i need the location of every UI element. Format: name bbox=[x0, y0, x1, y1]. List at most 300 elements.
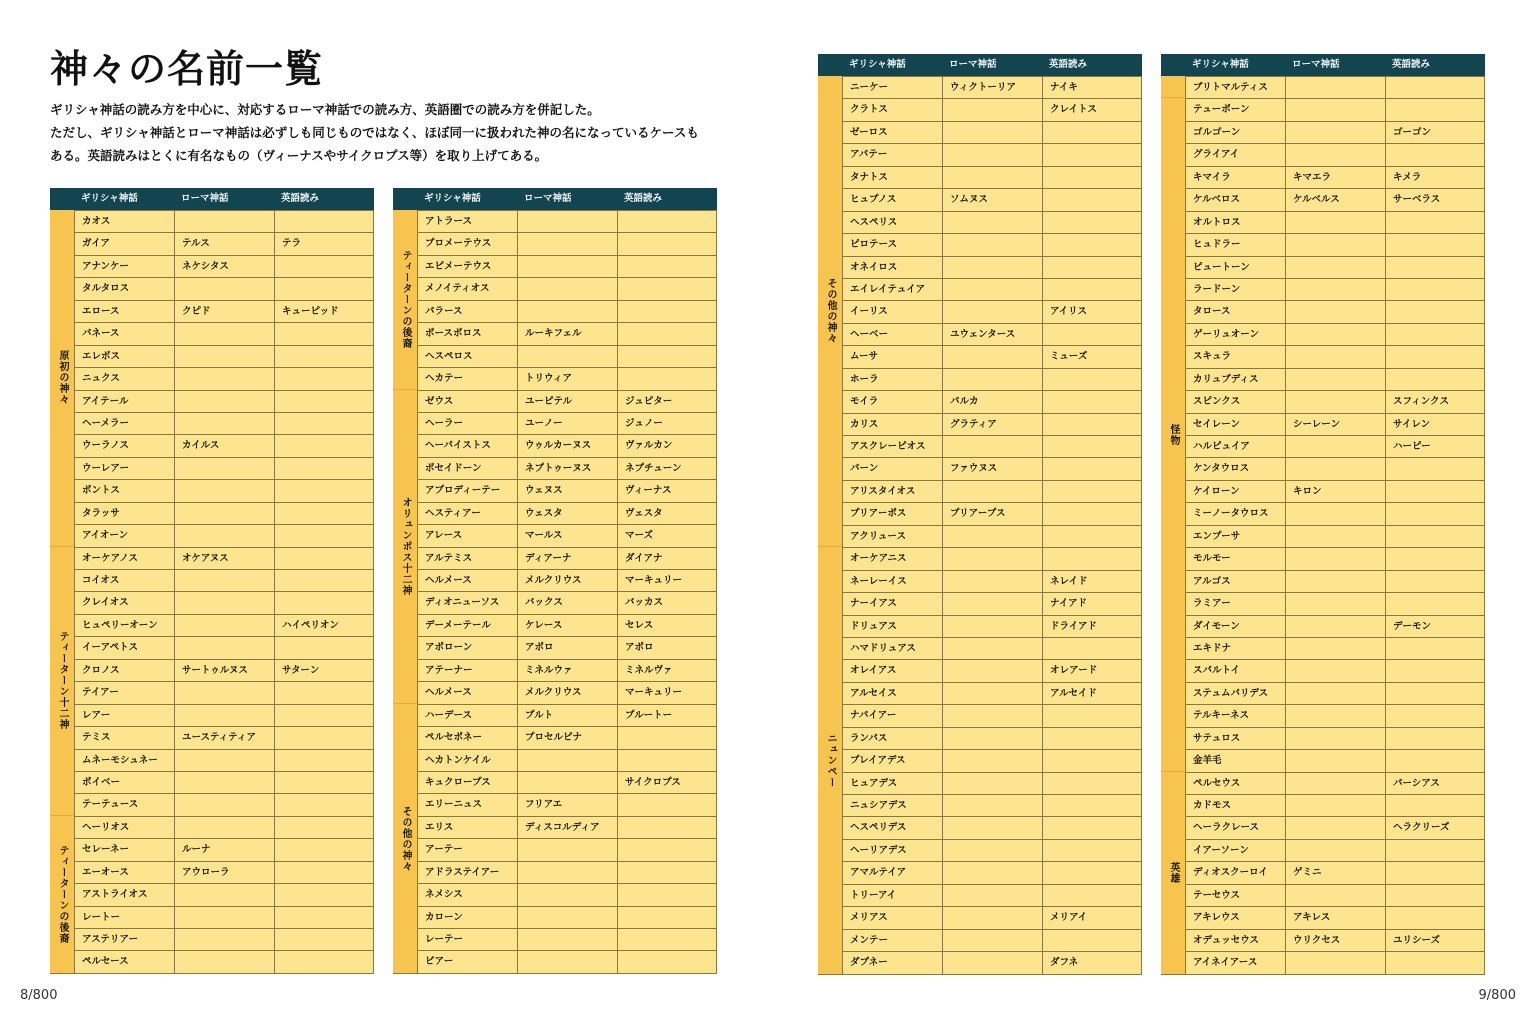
roman-name-cell: ウィクトーリア bbox=[942, 76, 1042, 98]
greek-name-cell: ヘスペリデス bbox=[842, 816, 942, 838]
table-row bbox=[417, 345, 717, 367]
greek-name-cell: ブリトマルティス bbox=[1185, 76, 1285, 98]
table-row bbox=[842, 502, 1142, 524]
english-name-cell bbox=[1385, 98, 1485, 120]
table-row bbox=[74, 390, 374, 412]
column-header: ローマ神話 bbox=[949, 59, 997, 70]
greek-name-cell: アレース bbox=[417, 524, 517, 546]
roman-name-cell bbox=[1285, 547, 1385, 569]
english-name-cell bbox=[1385, 211, 1485, 233]
header-corner bbox=[1161, 54, 1185, 76]
greek-name-cell: ゼウス bbox=[417, 390, 517, 412]
greek-name-cell: ニュクス bbox=[74, 367, 174, 389]
greek-name-cell: ポイベー bbox=[74, 771, 174, 793]
greek-name-cell: カリス bbox=[842, 413, 942, 435]
roman-name-cell bbox=[942, 278, 1042, 300]
greek-name-cell: アキレウス bbox=[1185, 906, 1285, 928]
roman-name-cell bbox=[1285, 637, 1385, 659]
greek-name-cell: パラース bbox=[417, 300, 517, 322]
english-name-cell bbox=[1385, 659, 1485, 681]
greek-name-cell: ヒュペリーオーン bbox=[74, 614, 174, 636]
greek-name-cell: エリーニュス bbox=[417, 793, 517, 815]
english-name-cell: キューピッド bbox=[274, 300, 374, 322]
english-name-cell bbox=[1385, 749, 1485, 771]
roman-name-cell bbox=[942, 435, 1042, 457]
roman-name-cell bbox=[942, 211, 1042, 233]
table-row bbox=[417, 726, 717, 748]
greek-name-cell: ダイモーン bbox=[1185, 615, 1285, 637]
english-name-cell: ミューズ bbox=[1042, 345, 1142, 367]
roman-name-cell: ユーピテル bbox=[517, 390, 617, 412]
table-row bbox=[842, 211, 1142, 233]
table-row bbox=[1185, 772, 1485, 794]
greek-name-cell: ドリュアス bbox=[842, 615, 942, 637]
roman-name-cell bbox=[174, 367, 274, 389]
greek-name-cell: タロース bbox=[1185, 300, 1285, 322]
table-row bbox=[842, 480, 1142, 502]
english-name-cell bbox=[1042, 861, 1142, 883]
table-row bbox=[417, 479, 717, 501]
greek-name-cell: キマイラ bbox=[1185, 166, 1285, 188]
table-row bbox=[842, 682, 1142, 704]
greek-name-cell: ダプネー bbox=[842, 951, 942, 973]
table-row bbox=[417, 681, 717, 703]
roman-name-cell bbox=[517, 950, 617, 972]
table-row bbox=[417, 524, 717, 546]
roman-name-cell bbox=[517, 771, 617, 793]
table-row bbox=[74, 434, 374, 456]
group-label: オリュンポス十二神 bbox=[400, 496, 411, 596]
roman-name-cell bbox=[942, 839, 1042, 861]
english-name-cell: ヴィーナス bbox=[617, 479, 717, 501]
roman-name-cell: メルクリウス bbox=[517, 681, 617, 703]
column-header: ローマ神話 bbox=[181, 193, 229, 204]
table-row bbox=[1185, 592, 1485, 614]
table-row bbox=[842, 592, 1142, 614]
english-name-cell bbox=[274, 793, 374, 815]
group-cell bbox=[393, 390, 417, 704]
english-name-cell bbox=[274, 524, 374, 546]
roman-name-cell: ユウェンタース bbox=[942, 323, 1042, 345]
table-row bbox=[74, 906, 374, 928]
greek-name-cell: ハマドリュアス bbox=[842, 637, 942, 659]
table-row bbox=[842, 637, 1142, 659]
greek-name-cell: ヘカテー bbox=[417, 367, 517, 389]
english-name-cell: スフィンクス bbox=[1385, 390, 1485, 412]
table-row bbox=[842, 547, 1142, 569]
table-row bbox=[74, 861, 374, 883]
names-table-2 bbox=[393, 188, 717, 974]
table-row bbox=[74, 591, 374, 613]
greek-name-cell: ゲーリュオーン bbox=[1185, 323, 1285, 345]
english-name-cell bbox=[1042, 211, 1142, 233]
english-name-cell bbox=[1385, 323, 1485, 345]
english-name-cell bbox=[274, 569, 374, 591]
table-row bbox=[842, 727, 1142, 749]
greek-name-cell: アイネイアース bbox=[1185, 951, 1285, 973]
roman-name-cell: カイルス bbox=[174, 434, 274, 456]
table-row bbox=[1185, 682, 1485, 704]
page-title: 神々の名前一覧 bbox=[50, 46, 324, 91]
roman-name-cell bbox=[1285, 300, 1385, 322]
english-name-cell bbox=[617, 300, 717, 322]
group-cell bbox=[1161, 76, 1185, 98]
table-row bbox=[1185, 906, 1485, 928]
greek-name-cell: サテュロス bbox=[1185, 727, 1285, 749]
table-row bbox=[842, 816, 1142, 838]
english-name-cell bbox=[274, 322, 374, 344]
roman-name-cell: ウェスタ bbox=[517, 502, 617, 524]
greek-name-cell: ポースポロス bbox=[417, 322, 517, 344]
english-name-cell: ジュノー bbox=[617, 412, 717, 434]
greek-name-cell: ホーラ bbox=[842, 368, 942, 390]
roman-name-cell bbox=[174, 502, 274, 524]
table-header bbox=[1161, 54, 1485, 76]
table-row bbox=[417, 771, 717, 793]
english-name-cell: マーズ bbox=[617, 524, 717, 546]
table-row bbox=[1185, 615, 1485, 637]
table-row bbox=[842, 368, 1142, 390]
english-name-cell bbox=[1385, 727, 1485, 749]
english-name-cell: ミネルヴァ bbox=[617, 659, 717, 681]
column-header: ギリシャ神話 bbox=[1192, 59, 1249, 70]
table-row bbox=[1185, 861, 1485, 883]
table-row bbox=[842, 884, 1142, 906]
roman-name-cell bbox=[1285, 659, 1385, 681]
roman-name-cell bbox=[1285, 727, 1385, 749]
roman-name-cell bbox=[517, 861, 617, 883]
english-name-cell: パーシアス bbox=[1385, 772, 1485, 794]
greek-name-cell: アトラース bbox=[417, 210, 517, 232]
greek-name-cell: ヘーリオス bbox=[74, 816, 174, 838]
greek-name-cell: アーテー bbox=[417, 838, 517, 860]
greek-name-cell: ムーサ bbox=[842, 345, 942, 367]
table-row bbox=[1185, 570, 1485, 592]
english-name-cell bbox=[1385, 637, 1485, 659]
english-name-cell bbox=[274, 861, 374, 883]
group-cell bbox=[818, 547, 842, 974]
group-label: その他の神々 bbox=[825, 278, 836, 345]
english-name-cell bbox=[617, 322, 717, 344]
roman-name-cell: プルト bbox=[517, 704, 617, 726]
header-corner bbox=[818, 54, 842, 76]
greek-name-cell: ランパス bbox=[842, 727, 942, 749]
roman-name-cell bbox=[942, 480, 1042, 502]
group-label: 原初の神々 bbox=[57, 350, 68, 406]
table-row bbox=[417, 300, 717, 322]
english-name-cell bbox=[617, 367, 717, 389]
english-name-cell: ネプチューン bbox=[617, 457, 717, 479]
table-row bbox=[74, 524, 374, 546]
table-row bbox=[74, 367, 374, 389]
english-name-cell: ナイキ bbox=[1042, 76, 1142, 98]
greek-name-cell: パーン bbox=[842, 457, 942, 479]
english-name-cell bbox=[274, 726, 374, 748]
roman-name-cell bbox=[1285, 682, 1385, 704]
roman-name-cell: クピド bbox=[174, 300, 274, 322]
roman-name-cell: テルス bbox=[174, 232, 274, 254]
english-name-cell: マーキュリー bbox=[617, 681, 717, 703]
english-name-cell bbox=[274, 345, 374, 367]
greek-name-cell: モルモー bbox=[1185, 547, 1285, 569]
greek-name-cell: アクリュース bbox=[842, 525, 942, 547]
english-name-cell bbox=[1042, 368, 1142, 390]
roman-name-cell bbox=[942, 345, 1042, 367]
greek-name-cell: ハーデース bbox=[417, 704, 517, 726]
greek-name-cell: モイラ bbox=[842, 390, 942, 412]
roman-name-cell bbox=[174, 524, 274, 546]
greek-name-cell: ヘルメース bbox=[417, 569, 517, 591]
roman-name-cell bbox=[1285, 749, 1385, 771]
table-row bbox=[1185, 323, 1485, 345]
roman-name-cell bbox=[1285, 951, 1385, 973]
table-row bbox=[417, 547, 717, 569]
roman-name-cell bbox=[174, 883, 274, 905]
greek-name-cell: イーリス bbox=[842, 300, 942, 322]
roman-name-cell bbox=[517, 277, 617, 299]
greek-name-cell: テミス bbox=[74, 726, 174, 748]
greek-name-cell: アプロディーテー bbox=[417, 479, 517, 501]
table-row bbox=[842, 772, 1142, 794]
table-row bbox=[417, 883, 717, 905]
english-name-cell bbox=[1042, 547, 1142, 569]
roman-name-cell bbox=[1285, 502, 1385, 524]
roman-name-cell: キマエラ bbox=[1285, 166, 1385, 188]
table-row bbox=[417, 659, 717, 681]
greek-name-cell: セレーネー bbox=[74, 838, 174, 860]
greek-name-cell: ウーレアー bbox=[74, 457, 174, 479]
english-name-cell bbox=[274, 636, 374, 658]
group-cell bbox=[818, 76, 842, 547]
greek-name-cell: テーテュース bbox=[74, 793, 174, 815]
table-row bbox=[417, 704, 717, 726]
english-name-cell bbox=[1042, 794, 1142, 816]
english-name-cell bbox=[617, 928, 717, 950]
english-name-cell bbox=[617, 345, 717, 367]
group-label: ティーターンの後裔 bbox=[400, 249, 411, 349]
table-row bbox=[842, 143, 1142, 165]
english-name-cell bbox=[274, 277, 374, 299]
table-row bbox=[1185, 166, 1485, 188]
roman-name-cell bbox=[174, 950, 274, 972]
english-name-cell: ゴーゴン bbox=[1385, 121, 1485, 143]
english-name-cell: ダフネ bbox=[1042, 951, 1142, 973]
column-header: ギリシャ神話 bbox=[81, 193, 138, 204]
roman-name-cell bbox=[174, 906, 274, 928]
table-row bbox=[1185, 211, 1485, 233]
roman-name-cell: ケレース bbox=[517, 614, 617, 636]
table-row bbox=[842, 300, 1142, 322]
english-name-cell: ダイアナ bbox=[617, 547, 717, 569]
table-row bbox=[842, 839, 1142, 861]
roman-name-cell bbox=[174, 636, 274, 658]
roman-name-cell bbox=[1285, 884, 1385, 906]
roman-name-cell: ディアーナ bbox=[517, 547, 617, 569]
roman-name-cell bbox=[174, 277, 274, 299]
greek-name-cell: セイレーン bbox=[1185, 413, 1285, 435]
english-name-cell bbox=[1385, 570, 1485, 592]
roman-name-cell bbox=[942, 233, 1042, 255]
names-table-3 bbox=[818, 54, 1142, 975]
column-header: ギリシャ神話 bbox=[424, 193, 481, 204]
roman-name-cell bbox=[942, 300, 1042, 322]
english-name-cell bbox=[274, 838, 374, 860]
table-row bbox=[842, 121, 1142, 143]
greek-name-cell: ヘーラクレース bbox=[1185, 816, 1285, 838]
english-name-cell: メリアイ bbox=[1042, 906, 1142, 928]
table-row bbox=[74, 614, 374, 636]
roman-name-cell: ファウヌス bbox=[942, 457, 1042, 479]
english-name-cell bbox=[274, 928, 374, 950]
table-row bbox=[74, 255, 374, 277]
group-cell bbox=[50, 210, 74, 547]
english-name-cell bbox=[274, 457, 374, 479]
english-name-cell bbox=[1042, 233, 1142, 255]
roman-name-cell bbox=[174, 681, 274, 703]
roman-name-cell bbox=[942, 98, 1042, 120]
greek-name-cell: イアーソーン bbox=[1185, 839, 1285, 861]
greek-name-cell: テルキーネス bbox=[1185, 704, 1285, 726]
table-row bbox=[74, 816, 374, 838]
table-row bbox=[842, 435, 1142, 457]
greek-name-cell: オデュッセウス bbox=[1185, 929, 1285, 951]
greek-name-cell: キュクロープス bbox=[417, 771, 517, 793]
roman-name-cell bbox=[942, 256, 1042, 278]
english-name-cell bbox=[274, 704, 374, 726]
roman-name-cell bbox=[1285, 368, 1385, 390]
group-cell bbox=[393, 704, 417, 973]
greek-name-cell: ナーイアス bbox=[842, 592, 942, 614]
roman-name-cell bbox=[174, 322, 274, 344]
table-row bbox=[417, 591, 717, 613]
greek-name-cell: ビアー bbox=[417, 950, 517, 972]
roman-name-cell: キロン bbox=[1285, 480, 1385, 502]
intro-line: ただし、ギリシャ神話とローマ神話は必ずしも同じものではなく、ほぼ同一に扱われた神の名になっているケースも bbox=[50, 125, 699, 140]
roman-name-cell bbox=[1285, 233, 1385, 255]
table-row bbox=[74, 659, 374, 681]
roman-name-cell bbox=[942, 861, 1042, 883]
greek-name-cell: タルタロス bbox=[74, 277, 174, 299]
roman-name-cell: ミネルウァ bbox=[517, 659, 617, 681]
greek-name-cell: ウーラノス bbox=[74, 434, 174, 456]
english-name-cell bbox=[1385, 300, 1485, 322]
greek-name-cell: ヒュドラー bbox=[1185, 233, 1285, 255]
roman-name-cell: ウェヌス bbox=[517, 479, 617, 501]
greek-name-cell: アポローン bbox=[417, 636, 517, 658]
greek-name-cell: パネース bbox=[74, 322, 174, 344]
english-name-cell bbox=[1385, 704, 1485, 726]
roman-name-cell bbox=[942, 749, 1042, 771]
table-row bbox=[842, 413, 1142, 435]
greek-name-cell: ピュートーン bbox=[1185, 256, 1285, 278]
roman-name-cell bbox=[1285, 76, 1385, 98]
table-row bbox=[842, 929, 1142, 951]
table-row bbox=[417, 749, 717, 771]
greek-name-cell: ヘスペリス bbox=[842, 211, 942, 233]
table-row bbox=[74, 838, 374, 860]
table-row bbox=[842, 615, 1142, 637]
english-name-cell bbox=[274, 255, 374, 277]
roman-name-cell bbox=[517, 883, 617, 905]
roman-name-cell bbox=[1285, 278, 1385, 300]
table-row bbox=[1185, 368, 1485, 390]
table-row bbox=[417, 412, 717, 434]
table-header bbox=[818, 54, 1142, 76]
english-name-cell bbox=[1042, 256, 1142, 278]
table-row bbox=[842, 233, 1142, 255]
english-name-cell: デーモン bbox=[1385, 615, 1485, 637]
column-header: 英語読み bbox=[281, 193, 320, 204]
intro-text bbox=[50, 98, 750, 167]
english-name-cell: ハーピー bbox=[1385, 435, 1485, 457]
greek-name-cell: アストライオス bbox=[74, 883, 174, 905]
greek-name-cell: カドモス bbox=[1185, 794, 1285, 816]
greek-name-cell: ポントス bbox=[74, 479, 174, 501]
greek-name-cell: ラミアー bbox=[1185, 592, 1285, 614]
english-name-cell bbox=[1042, 525, 1142, 547]
table-row bbox=[74, 345, 374, 367]
greek-name-cell: アパテー bbox=[842, 143, 942, 165]
roman-name-cell: ユーノー bbox=[517, 412, 617, 434]
table-row bbox=[74, 232, 374, 254]
greek-name-cell: ゴルゴーン bbox=[1185, 121, 1285, 143]
english-name-cell bbox=[1385, 525, 1485, 547]
roman-name-cell bbox=[1285, 704, 1385, 726]
table-row bbox=[417, 255, 717, 277]
roman-name-cell bbox=[942, 143, 1042, 165]
english-name-cell bbox=[617, 861, 717, 883]
greek-name-cell: エイレイテュイア bbox=[842, 278, 942, 300]
greek-name-cell: ヘーパイストス bbox=[417, 434, 517, 456]
greek-name-cell: カローン bbox=[417, 906, 517, 928]
greek-name-cell: アナンケー bbox=[74, 255, 174, 277]
roman-name-cell bbox=[942, 659, 1042, 681]
group-cell bbox=[393, 210, 417, 390]
english-name-cell: バッカス bbox=[617, 591, 717, 613]
greek-name-cell: ヒュプノス bbox=[842, 188, 942, 210]
english-name-cell bbox=[1042, 502, 1142, 524]
roman-name-cell bbox=[174, 614, 274, 636]
table-row bbox=[417, 277, 717, 299]
roman-name-cell bbox=[174, 412, 274, 434]
roman-name-cell: ネケシタス bbox=[174, 255, 274, 277]
table-row bbox=[1185, 704, 1485, 726]
table-row bbox=[842, 166, 1142, 188]
table-row bbox=[1185, 413, 1485, 435]
greek-name-cell: クラトス bbox=[842, 98, 942, 120]
table-row bbox=[1185, 457, 1485, 479]
roman-name-cell bbox=[942, 816, 1042, 838]
greek-name-cell: トリーアイ bbox=[842, 884, 942, 906]
roman-name-cell: パルカ bbox=[942, 390, 1042, 412]
table-row bbox=[74, 210, 374, 232]
roman-name-cell: ユースティティア bbox=[174, 726, 274, 748]
english-name-cell bbox=[617, 232, 717, 254]
table-row bbox=[1185, 951, 1485, 973]
english-name-cell bbox=[274, 412, 374, 434]
english-name-cell: ヴェスタ bbox=[617, 502, 717, 524]
table-row bbox=[842, 951, 1142, 973]
english-name-cell: キメラ bbox=[1385, 166, 1485, 188]
english-name-cell: セレス bbox=[617, 614, 717, 636]
english-name-cell: ナイアド bbox=[1042, 592, 1142, 614]
greek-name-cell: オルトロス bbox=[1185, 211, 1285, 233]
table-row bbox=[1185, 345, 1485, 367]
table-row bbox=[417, 816, 717, 838]
greek-name-cell: ヘーリアデス bbox=[842, 839, 942, 861]
roman-name-cell: ネプトゥーヌス bbox=[517, 457, 617, 479]
english-name-cell bbox=[1385, 143, 1485, 165]
